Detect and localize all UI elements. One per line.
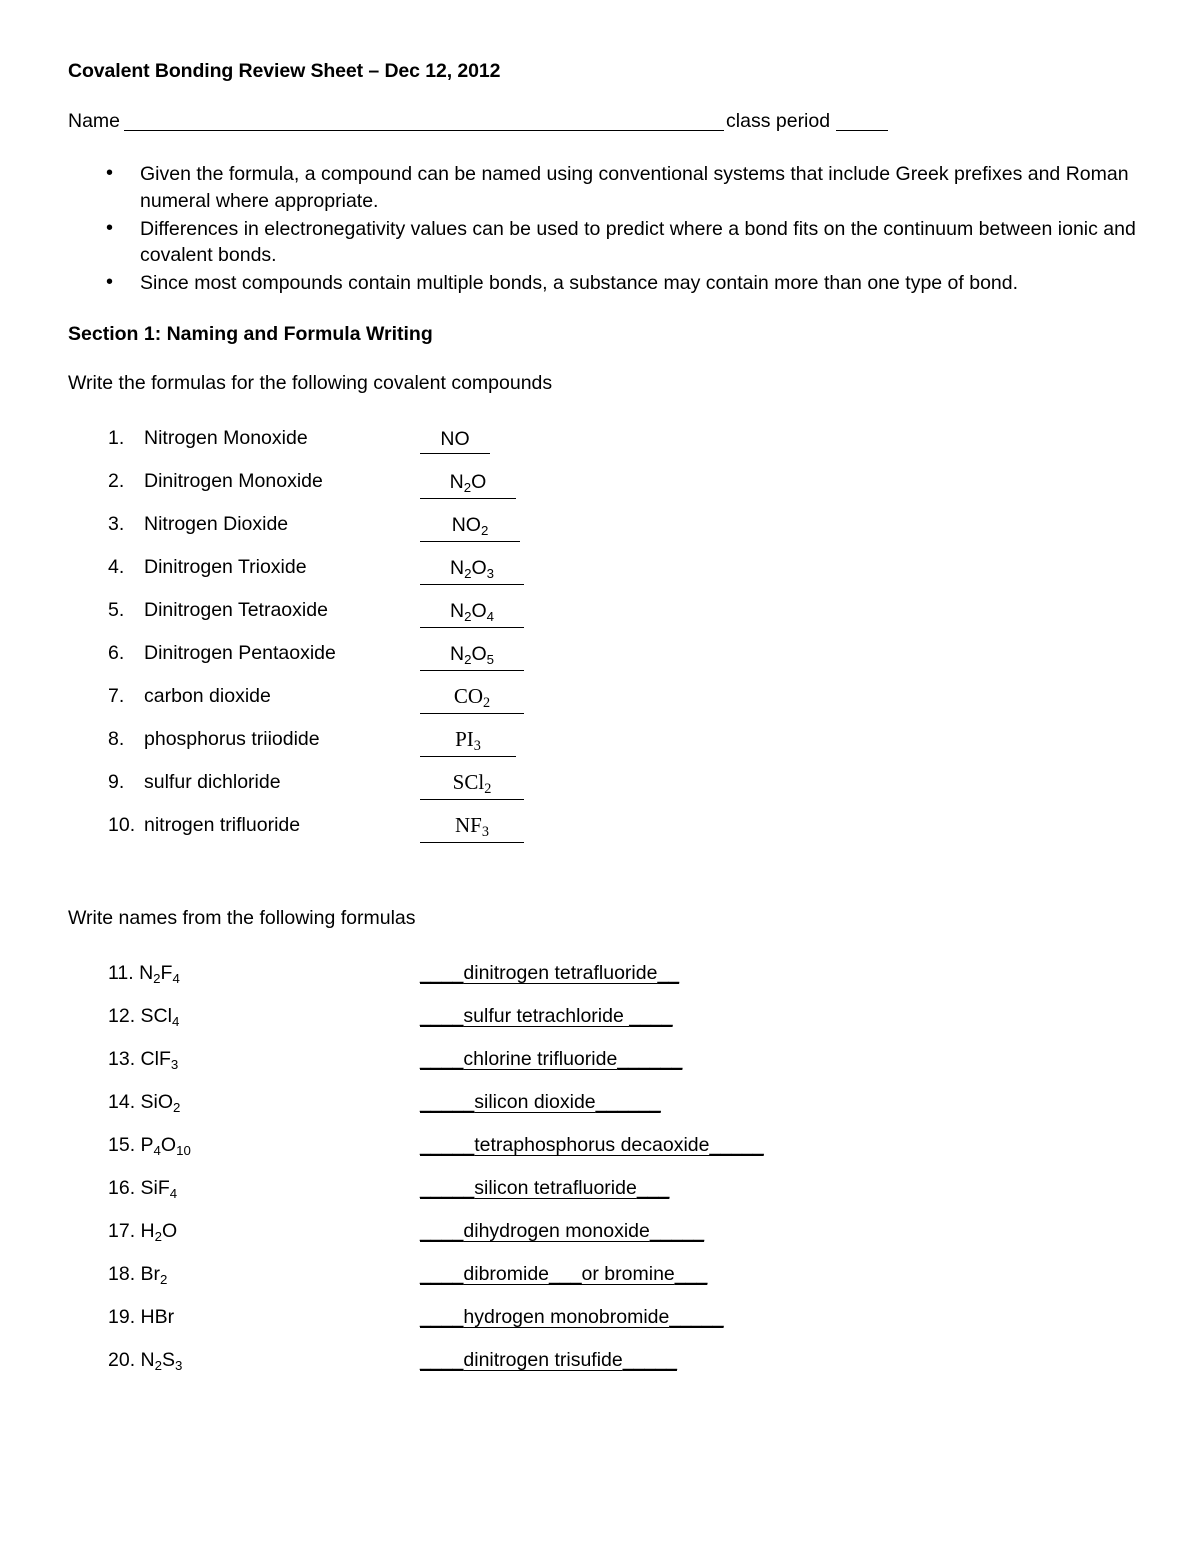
subscript: 3 <box>486 565 494 581</box>
formula-answer-blank[interactable]: $N_2O$ <box>420 469 516 499</box>
subscript: 2 <box>154 1357 162 1373</box>
subscript: 3 <box>170 1056 179 1072</box>
compound-name-answer-blank[interactable] <box>420 1210 704 1253</box>
question-formula: 18. $Br_2$ <box>108 1263 168 1287</box>
compound-name-answer-blank[interactable] <box>420 1081 661 1124</box>
formula-answer-blank[interactable]: $N_2O_4$ <box>420 598 524 628</box>
compound-name: Dinitrogen Monoxide <box>144 470 323 493</box>
answer-text: silicon tetrafluoride <box>474 1177 637 1200</box>
formula-question-row <box>68 417 1138 460</box>
question-formula: 14. SiO$_2$ <box>108 1091 181 1115</box>
question-formula: 17. $H_2O$ <box>108 1220 178 1244</box>
question-formula: 16. SiF$_4$ <box>108 1177 178 1201</box>
formula-question-row <box>68 675 1138 718</box>
question-formula: 15. $P_4O_{10}$ <box>108 1134 191 1158</box>
formula-answer-blank[interactable]: $PI_3$ <box>420 726 516 757</box>
formula-question-row <box>68 761 1138 804</box>
subscript: 2 <box>464 651 472 667</box>
page-title: Covalent Bonding Review Sheet – Dec 12, 2012 <box>68 60 501 82</box>
answer-text: hydrogen monobromide <box>463 1306 670 1329</box>
question-number: 6. <box>108 642 125 665</box>
name-question-row <box>68 1253 1138 1296</box>
subscript: 3 <box>473 738 481 755</box>
compound-name-answer-blank[interactable] <box>420 995 673 1038</box>
answer-text: dinitrogen trisufide <box>463 1349 623 1372</box>
answer-cell <box>420 460 516 503</box>
compound-name: sulfur dichloride <box>144 771 281 794</box>
name-label: Name <box>68 110 121 133</box>
class-period-input-blank[interactable] <box>836 130 888 131</box>
formula-question-row <box>68 632 1138 675</box>
leading-underscores: ____ <box>420 1306 464 1329</box>
name-input-blank[interactable] <box>124 130 724 131</box>
name-question-list <box>68 952 1138 1382</box>
trailing-underscores: ___ <box>674 1263 708 1286</box>
compound-name-answer-blank[interactable] <box>420 952 679 995</box>
subscript: 10 <box>176 1142 191 1158</box>
name-question-row <box>68 952 1138 995</box>
question-number: 2. <box>108 470 125 493</box>
answer-cell <box>420 718 516 761</box>
compound-name: Dinitrogen Pentaoxide <box>144 642 336 665</box>
leading-underscores: _____ <box>420 1177 475 1200</box>
class-period-label: class period <box>726 110 831 133</box>
question-number: 7. <box>108 685 125 708</box>
compound-name-answer-blank[interactable] <box>420 1124 764 1167</box>
compound-name-answer-blank[interactable] <box>420 1296 724 1339</box>
compound-name-answer-blank[interactable] <box>420 1167 669 1210</box>
question-formula: 11. $N_2F_4$ <box>108 962 180 986</box>
subscript: 2 <box>173 1099 181 1115</box>
answer-cell <box>420 589 524 632</box>
subscript: 4 <box>153 1142 161 1158</box>
formula-question-list <box>68 417 1138 847</box>
answer-cell <box>420 503 520 546</box>
compound-name-answer-blank[interactable] <box>420 1339 677 1382</box>
question-formula: 13. ClF$_3$ <box>108 1048 179 1072</box>
subscript: 3 <box>175 1357 183 1373</box>
formula-answer-blank[interactable]: $N_2O_3$ <box>420 555 524 585</box>
question-formula: 19. HBr <box>108 1306 175 1329</box>
trailing-underscores: _____ <box>622 1349 677 1372</box>
subscript: 5 <box>486 651 494 667</box>
question-number: 8. <box>108 728 125 751</box>
subscript: 2 <box>160 1271 168 1287</box>
question-number: 3. <box>108 513 125 536</box>
answer-text: dinitrogen tetrafluoride <box>463 962 658 985</box>
subscript: 2 <box>154 1228 162 1244</box>
name-question-row <box>68 1210 1138 1253</box>
objectives-list <box>68 161 1138 298</box>
formula-question-row <box>68 460 1138 503</box>
leading-underscores: ____ <box>420 1349 464 1372</box>
objective-item: • Differences in electronegativity values can be used to predict where a bond fits on the continuum between ionic and covalent bonds. <box>68 216 1138 270</box>
question-number: 4. <box>108 556 125 579</box>
subscript: 2 <box>484 781 492 798</box>
leading-underscores: ____ <box>420 962 464 985</box>
leading-underscores: ____ <box>420 1263 464 1286</box>
trailing-underscores: ___ <box>636 1177 670 1200</box>
trailing-underscores: __ <box>657 962 680 985</box>
formula-question-row <box>68 718 1138 761</box>
question-number: 1. <box>108 427 125 450</box>
subscript: 2 <box>480 522 489 538</box>
compound-name: carbon dioxide <box>144 685 271 708</box>
name-question-row <box>68 995 1138 1038</box>
name-question-row <box>68 1167 1138 1210</box>
formula-answer-blank[interactable]: $N_2O_5$ <box>420 641 524 671</box>
answer-text: chlorine trifluoride <box>463 1048 618 1071</box>
subscript: 2 <box>483 695 491 712</box>
answer-cell <box>420 546 524 589</box>
formula-answer-blank[interactable]: $NF_3$ <box>420 812 524 843</box>
formula-answer-blank[interactable]: SCl$_2$ <box>420 769 524 800</box>
answer-text: tetraphosphorus decaoxide <box>474 1134 710 1157</box>
subscript: 2 <box>464 565 472 581</box>
subscript: 3 <box>481 824 489 841</box>
answer-cell <box>420 761 524 804</box>
document-content <box>68 60 1138 1382</box>
compound-name: Dinitrogen Trioxide <box>144 556 307 579</box>
compound-name-answer-blank[interactable] <box>420 1253 707 1296</box>
subscript: 2 <box>463 479 472 495</box>
formula-answer-blank[interactable]: $NO_2$ <box>420 512 520 542</box>
formula-answer-blank[interactable]: NO <box>420 426 490 454</box>
leading-underscores: ____ <box>420 1220 464 1243</box>
trailing-underscores: _____ <box>709 1134 764 1157</box>
question-number: 9. <box>108 771 125 794</box>
subscript: 4 <box>172 970 180 986</box>
answer-text: sulfur tetrachloride <box>463 1005 630 1028</box>
leading-underscores: ____ <box>420 1005 464 1028</box>
formula-question-row <box>68 503 1138 546</box>
answer-text: dibromide___or bromine <box>463 1263 675 1286</box>
answer-cell <box>420 675 524 718</box>
name-question-row <box>68 1296 1138 1339</box>
trailing-underscores: _____ <box>649 1220 705 1243</box>
question-number: 5. <box>108 599 125 622</box>
instruction-write-formulas: Write the formulas for the following covalent compounds <box>68 372 553 395</box>
section-spacer <box>68 847 1138 907</box>
leading-underscores: ____ <box>420 1048 464 1071</box>
trailing-underscores: ______ <box>595 1091 661 1114</box>
name-question-row <box>68 1124 1138 1167</box>
answer-text: silicon dioxide <box>474 1091 596 1114</box>
name-and-period-row <box>68 109 1138 134</box>
formula-question-row <box>68 804 1138 847</box>
objective-item: • Since most compounds contain multiple bonds, a substance may contain more than one type of bond. <box>68 270 1138 297</box>
subscript: 4 <box>169 1185 178 1201</box>
trailing-underscores: ____ <box>629 1005 673 1028</box>
name-question-row <box>68 1339 1138 1382</box>
leading-underscores: _____ <box>420 1091 475 1114</box>
subscript: 4 <box>171 1013 180 1029</box>
compound-name-answer-blank[interactable] <box>420 1038 682 1081</box>
name-question-row <box>68 1038 1138 1081</box>
question-number: 10. <box>108 814 136 837</box>
section-1-heading: Section 1: Naming and Formula Writing <box>68 323 433 346</box>
subscript: 4 <box>486 608 494 624</box>
formula-question-row <box>68 546 1138 589</box>
objective-item: • Given the formula, a compound can be named using conventional systems that include Greek prefixes and Roman numeral where appropriate. <box>68 161 1138 215</box>
compound-name: Dinitrogen Tetraoxide <box>144 599 328 622</box>
compound-name: phosphorus triiodide <box>144 728 320 751</box>
compound-name: Nitrogen Dioxide <box>144 513 289 536</box>
instruction-write-names: Write names from the following formulas <box>68 907 416 930</box>
subscript: 2 <box>153 970 161 986</box>
question-formula: 12. SCl$_4$ <box>108 1005 180 1029</box>
name-question-row <box>68 1081 1138 1124</box>
compound-name: nitrogen trifluoride <box>144 814 301 837</box>
answer-cell <box>420 417 490 460</box>
trailing-underscores: _____ <box>669 1306 724 1329</box>
formula-answer-blank[interactable]: $CO_2$ <box>420 683 524 714</box>
subscript: 2 <box>464 608 472 624</box>
trailing-underscores: ______ <box>617 1048 683 1071</box>
question-formula: 20. $N_2S_3$ <box>108 1349 183 1373</box>
leading-underscores: _____ <box>420 1134 475 1157</box>
answer-cell <box>420 804 524 847</box>
answer-text: dihydrogen monoxide <box>463 1220 650 1243</box>
answer-cell <box>420 632 524 675</box>
formula-question-row <box>68 589 1138 632</box>
compound-name: Nitrogen Monoxide <box>144 427 308 450</box>
